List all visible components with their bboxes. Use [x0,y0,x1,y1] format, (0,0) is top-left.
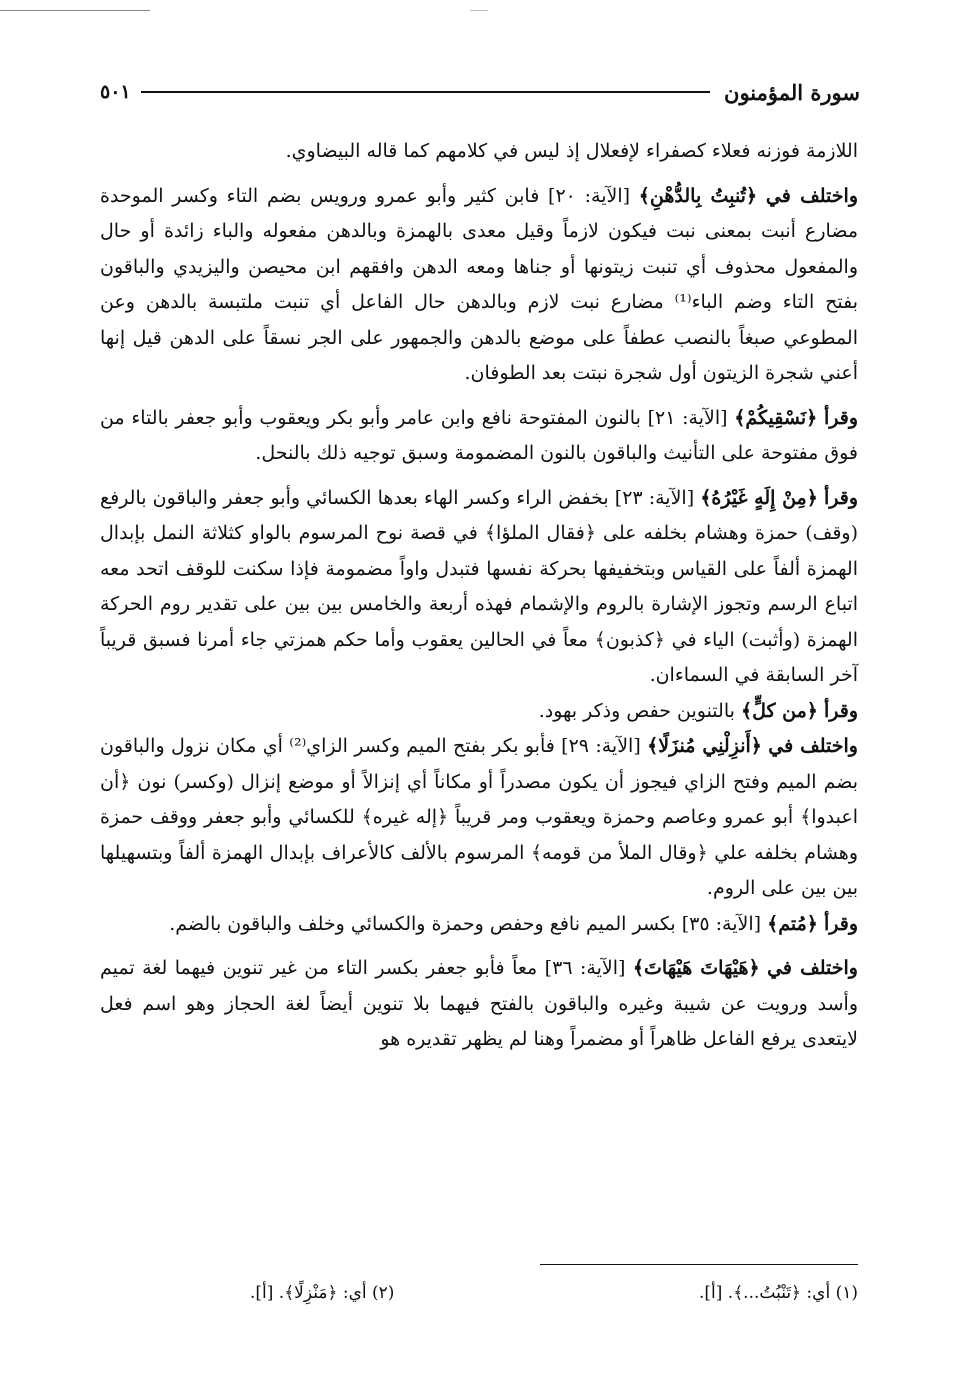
paragraph-text: [الآية: ٣٥] بكسر الميم نافع وحفص وحمزة والكسائي وخلف والباقون بالضم. [169,912,762,935]
page-number: ٥٠١ [100,81,131,103]
paragraph-lead: وقرأ [823,699,858,722]
main-text [100,134,858,1058]
paragraph [100,401,858,472]
paragraph-text: [الآية: ٢٩] فأبو بكر بفتح الميم وكسر الزاي⁽²⁾ أي مكان نزول والباقون بضم الميم وفتح الزاي فيجوز أن يكون مصدراً أو مكاناً أي إنزالاً أو موضع إنزال (وكسر) نون ﴿أن اعبدوا﴾ أبو عمرو وعاصم وحمزة ويعقوب ومر قريباً ﴿إله غيره﴾ للكسائي وأبو جعفر ووقف حمزة وهشام بخلفه علي ﴿وقال الملأ من قومه﴾ المرسوم بالألف كالأعراف بإبدال الهمزة ألفاً وبتسهيلها بين بين على الروم. [100,735,858,899]
paragraph-lead: واختلف في [767,957,858,979]
paragraph-text: [الآية: ٢٣] بخفض الراء وكسر الهاء بعدها الكسائي وأبو جعفر والباقون بالرفع (وقف) حمزة وهشام بخلفه على ﴿فقال الملؤا﴾ في قصة نوح المرسوم بالواو كثلاثة النمل بإبدال الهمزة ألفاً على القياس وبتخفيفها بحركة نفسها فتبدل واواً مضمومة فإذا سكنت للوقف اتحد معه اتباع الرسم وتجوز الإشارة بالروم والإشمام فهذه أربعة والخامس بين بين على تقدير روم الحركة الهمزة (وأثبت) الياء في ﴿كذبون﴾ معاً في الحالين يعقوب وأما حكم همزتي جاء أمرنا فسبق قريباً آخر السابقة في السماءان. [100,486,858,686]
paragraph-text: اللازمة فوزنه فعلاء كصفراء لإفعلال إذ ليس في كلامهم كما قاله البيضاوي. [285,140,858,162]
paragraph-lead: وقرأ [823,912,858,935]
quran-verse: ﴿مِنْ إِلَهٍ غَيْرُهُ﴾ [700,486,818,509]
footnote-rule [540,1264,858,1265]
footnote: (٢) أي: ﴿مَنْزِلًا﴾. [أ]. [250,1283,395,1303]
paragraph-text: [الآية: ٢١] بالنون المفتوحة نافع وابن عامر وأبو بكر ويعقوب وأبو جعفر بالتاء من فوق مفتوحة على التأنيث والباقون بالنون المضمومة وسبق توجيه ذلك بالنحل. [100,406,858,464]
running-header [100,70,860,114]
paragraph-text: بالتنوين حفص وذكر بهود. [538,699,735,722]
paragraph-text: [الآية: ٢٠] فابن كثير وأبو عمرو ورويس بضم التاء وكسر الموحدة مضارع أنبت بمعنى نبت فيكون لازماً وقيل معدى بالهمزة وبالدهن مفعوله والباء زائدة أو حال والمفعول محذوف أي تنبت زيتونها أو جناها ومعه الدهن وافقهم ابن محيصن واليزيدي والباقون بفتح التاء وضم الباء⁽¹⁾ مضارع نبت لازم وبالدهن حال الفاعل أي تنبت ملتبسة بالدهن وعن المطوعي صبغاً بالنصب عطفاً على موضع بالدهن والجمهور على الجر نسقاً على الدهن قيل إنها أعني شجرة الزيتون أول شجرة نبتت بعد الطوفان. [100,184,858,384]
quran-verse: ﴿هَيْهَاتَ هَيْهَاتَ﴾ [632,957,760,979]
paragraph [100,179,858,392]
paragraph-lead: وقرأ [823,406,858,429]
paragraph [100,907,858,943]
scan-edge-mark [470,10,488,11]
paragraph [100,134,858,170]
paragraph-lead: واختلف في [765,184,858,207]
scan-edge-mark [0,10,150,11]
paragraph [100,481,858,694]
paragraph-lead: واختلف في [768,735,858,757]
footnote: (١) أي: ﴿تَنْبُتُ...﴾. [أ]. [699,1283,858,1303]
paragraph [100,694,858,730]
surah-title: سورة المؤمنون [724,79,860,105]
quran-verse: ﴿من كلٍّ﴾ [740,699,818,722]
header-rule [141,91,710,93]
quran-verse: ﴿تُنبِتُ بِالدُّهْنِ﴾ [638,184,758,207]
paragraph [100,951,858,1058]
footnotes [250,1282,858,1303]
quran-verse: ﴿نَسْقِيكُمْ﴾ [734,406,818,429]
quran-verse: ﴿أَنزِلْنِي مُنزَلًا﴾ [647,735,762,757]
paragraph-lead: وقرأ [823,486,859,509]
quran-verse: ﴿مُتم﴾ [767,912,818,935]
paragraph-text: [الآية: ٣٦] معاً فأبو جعفر بكسر التاء من غير تنوين فيهما لغة تميم وأسد ورويت عن شيبة وغيره والباقون بالفتح فيهما بلا تنوين أيضاً لغة الحجاز وهو اسم فعل لايتعدى يرفع الفاعل ظاهراً أو مضمراً وهنا لم يظهر تقديره هو [100,957,858,1050]
paragraph [100,729,858,907]
